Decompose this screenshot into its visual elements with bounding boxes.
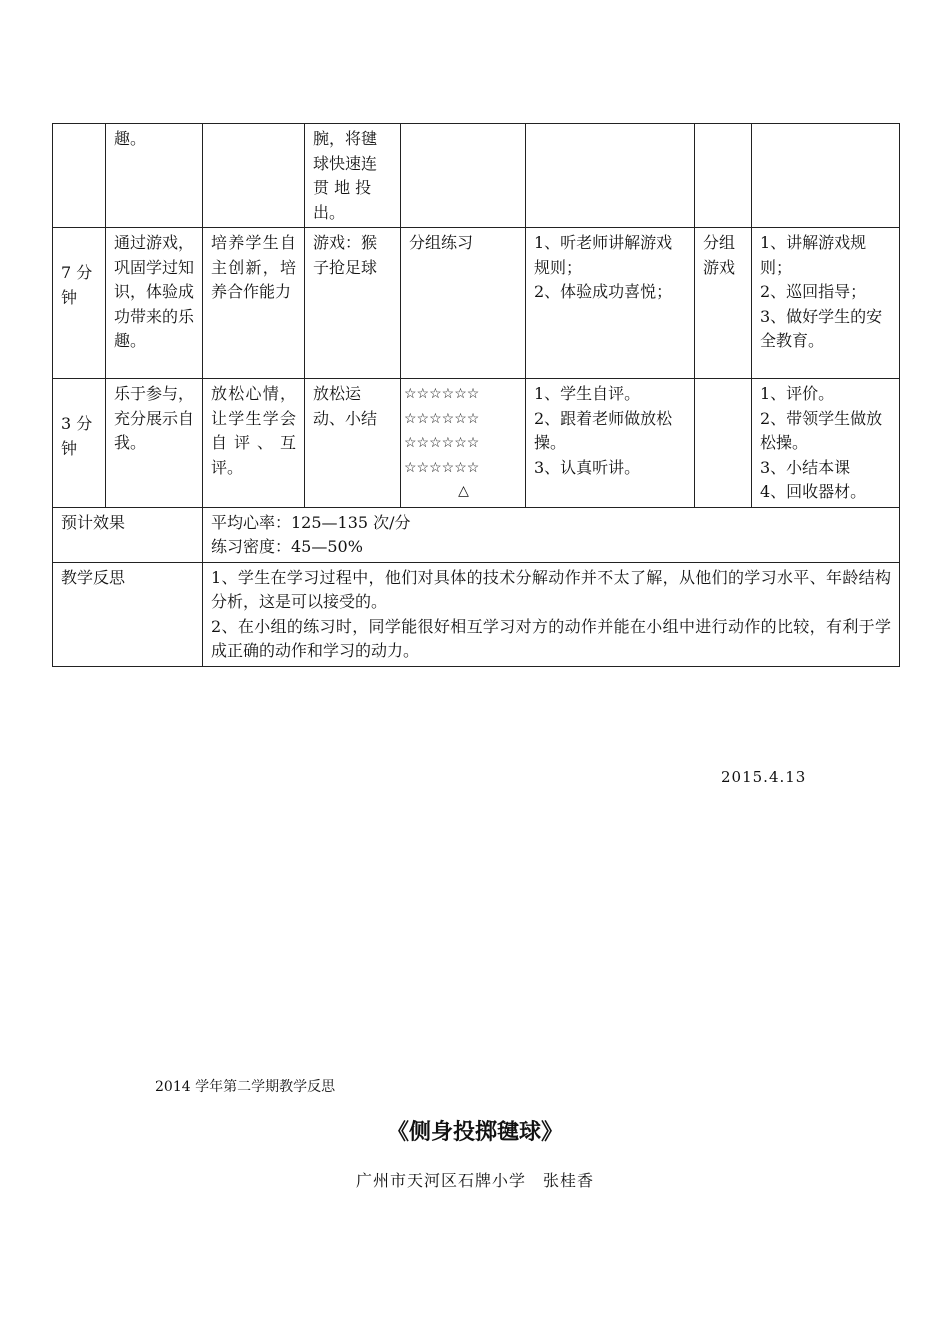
table-row-effect bbox=[53, 507, 900, 562]
task-cell: 放松心情，让学生学会自评、互评。 bbox=[203, 379, 305, 508]
teacher-position-icon: △ bbox=[458, 483, 469, 499]
goal-cell: 乐于参与，充分展示自我。 bbox=[106, 379, 203, 508]
method-cell bbox=[695, 124, 752, 228]
star-row: ☆☆☆☆☆☆ bbox=[404, 435, 480, 451]
goal-cell: 趣。 bbox=[106, 124, 203, 228]
teacher-line: 1、讲解游戏规则； bbox=[760, 233, 867, 277]
semester-heading: 2014 学年第二学期教学反思 bbox=[155, 1079, 336, 1095]
teacher-line: 2、巡回指导； bbox=[760, 282, 867, 301]
practice-density: 练习密度：45—50% bbox=[211, 537, 363, 556]
reflection-text bbox=[203, 562, 900, 666]
teacher-line: 1、评价。 bbox=[760, 384, 835, 403]
page-title: 《侧身投掷毽球》 bbox=[386, 1119, 563, 1145]
time-cell bbox=[53, 124, 106, 228]
student-cell bbox=[526, 379, 695, 508]
method-cell bbox=[695, 379, 752, 508]
content-line: 出。 bbox=[313, 202, 346, 222]
content-cell bbox=[305, 124, 401, 228]
reflection-paragraph: 1、学生在学习过程中，他们对具体的技术分解动作并不太了解，从他们的学习水平、年龄结构分析，这是可以接受的。 bbox=[211, 567, 891, 611]
content-line: 球快速连 bbox=[313, 153, 378, 173]
formation-diagram bbox=[401, 379, 526, 508]
reflection-label: 教学反思 bbox=[53, 562, 203, 666]
student-line: 1、听老师讲解游戏规则； bbox=[534, 233, 673, 277]
content-line: 贯 地 投 bbox=[313, 178, 372, 197]
goal-cell: 通过游戏，巩固学过知识，体验成功带来的乐趣。 bbox=[106, 228, 203, 379]
student-line: 2、体验成功喜悦； bbox=[534, 282, 673, 301]
effect-label: 预计效果 bbox=[53, 507, 203, 562]
effect-values bbox=[203, 507, 900, 562]
student-line: 1、学生自评。 bbox=[534, 384, 641, 403]
star-row: ☆☆☆☆☆☆ bbox=[404, 459, 480, 476]
table-row-continued bbox=[53, 124, 900, 228]
student-line: 2、跟着老师做放松操。 bbox=[534, 408, 673, 452]
lesson-plan-table bbox=[52, 123, 900, 667]
content-cell: 放松运动、小结 bbox=[305, 379, 401, 508]
task-cell bbox=[203, 124, 305, 228]
teacher-line: 3、做好学生的安全教育。 bbox=[760, 306, 883, 350]
document-date: 2015.4.13 bbox=[721, 768, 807, 786]
content-cell: 游戏：猴子抢足球 bbox=[305, 228, 401, 379]
heart-rate: 平均心率：125—135 次/分 bbox=[211, 512, 411, 532]
student-cell bbox=[526, 228, 695, 379]
organization-cell bbox=[401, 124, 526, 228]
student-cell bbox=[526, 124, 695, 228]
star-row: ☆☆☆☆☆☆ bbox=[404, 386, 480, 402]
table-row-reflection bbox=[53, 562, 900, 666]
teacher-cell bbox=[752, 228, 900, 379]
author-line: 广州市天河区石牌小学 张桂香 bbox=[355, 1171, 594, 1190]
teacher-line: 2、带领学生做放松操。 bbox=[760, 408, 883, 452]
star-row: ☆☆☆☆☆☆ bbox=[404, 410, 480, 427]
task-cell: 培养学生自主创新，培养合作能力 bbox=[203, 228, 305, 379]
reflection-paragraph: 2、在小组的练习时，同学能很好相互学习对方的动作并能在小组中进行动作的比较，有利于学成正确的动作和学习的动力。 bbox=[211, 616, 891, 660]
teacher-line: 4、回收器材。 bbox=[760, 482, 867, 501]
content-line: 腕，将毽 bbox=[313, 129, 378, 148]
method-cell: 分组游戏 bbox=[695, 228, 752, 379]
teacher-cell bbox=[752, 124, 900, 228]
time-cell: 3 分钟 bbox=[53, 379, 106, 508]
organization-cell: 分组练习 bbox=[401, 228, 526, 379]
teacher-cell bbox=[752, 379, 900, 508]
student-line: 3、认真听讲。 bbox=[534, 457, 641, 477]
teacher-line: 3、小结本课 bbox=[760, 457, 851, 477]
table-row-relax bbox=[53, 379, 900, 508]
table-row-game bbox=[53, 228, 900, 379]
time-cell: 7 分钟 bbox=[53, 228, 106, 379]
